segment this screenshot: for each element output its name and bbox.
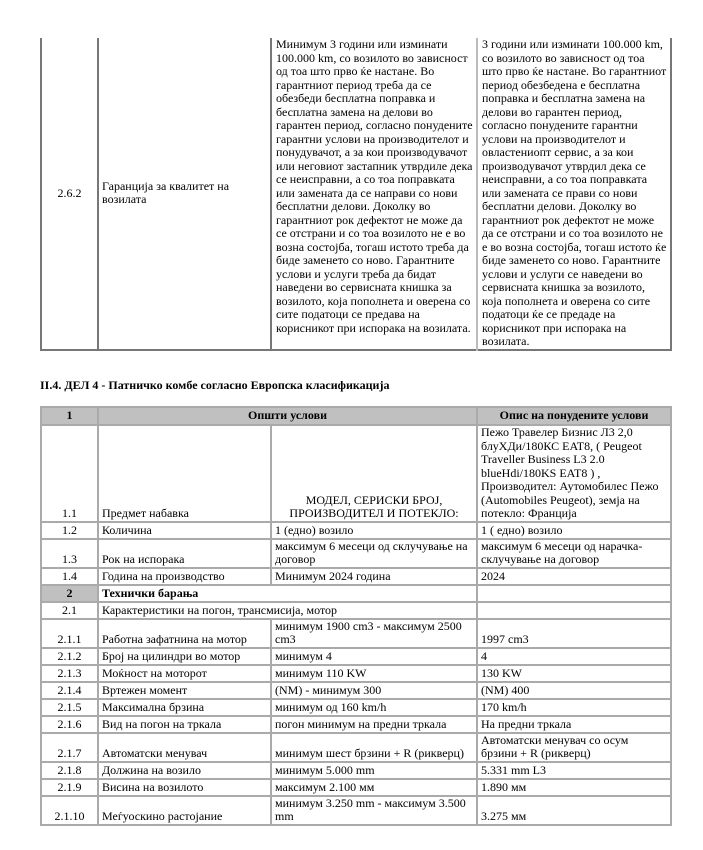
requirement-cell: минимум 5.000 mm bbox=[271, 762, 477, 779]
row-number: 2.1.3 bbox=[41, 665, 98, 682]
row-label: Број на цилиндри во мотор bbox=[98, 648, 271, 665]
row-number: 2.1.9 bbox=[41, 779, 98, 796]
table-row bbox=[41, 779, 671, 796]
row-number: 2.1.1 bbox=[41, 619, 98, 648]
row-number: 2.1.6 bbox=[41, 716, 98, 733]
row-number: 2.1.5 bbox=[41, 699, 98, 716]
offer-cell: 3.275 мм bbox=[477, 796, 671, 825]
table-row bbox=[41, 716, 671, 733]
row-label: Гаранција за квалитет на возилата bbox=[98, 38, 271, 350]
row-label: Автоматски менувач bbox=[98, 733, 271, 762]
table-row bbox=[41, 648, 671, 665]
row-label: Предмет набавка bbox=[98, 425, 271, 522]
row-label: Работна зафатнина на мотор bbox=[98, 619, 271, 648]
requirement-cell: 1 (едно) возило bbox=[271, 522, 477, 539]
requirement-cell: минимум од 160 km/h bbox=[271, 699, 477, 716]
table-header-row bbox=[41, 407, 671, 425]
row-number: 2.1.10 bbox=[41, 796, 98, 825]
row-number: 2.1.4 bbox=[41, 682, 98, 699]
offer-cell: Автоматски менувач со осум брзини + R (рикверц) bbox=[477, 733, 671, 762]
offer-cell: 1.890 мм bbox=[477, 779, 671, 796]
requirement-cell: максимум 6 месеци од склучување на договор bbox=[271, 539, 477, 568]
requirement-cell: минимум 110 KW bbox=[271, 665, 477, 682]
row-number: 2.1.8 bbox=[41, 762, 98, 779]
header-offered-conditions: Опис на понудените услови bbox=[477, 407, 671, 425]
header-general-conditions: Општи услови bbox=[98, 407, 477, 425]
row-number: 1.4 bbox=[41, 568, 98, 585]
offer-cell bbox=[477, 585, 671, 602]
offer-cell: 3 години или изминати 100.000 km, со возилото во зависност од тоа што прво ќе настане. Во гарантниот период обезбедена е бесплатна поправка и бесплатна замена на делови во гарантен период, согласно понудените гарантни услови на производителот и овластениопт сервис, а за кои производувачот утврдил дека се неисправни, а со тоа поправката или замената се прави со нови бесплатни делови. Доколку во гарантниот рок дефектот не може да се отстрани и со тоа возилото не е во возна состојба, тогаш истото ќе биде заменето со ново. Гарантните услови и услуги се наведени во сервисната книшка за возилото, која пополнета и оверена со сите податоци ќе се предаде на корисникот при испорака на возилата. bbox=[477, 38, 671, 350]
offer-cell: (NM) 400 bbox=[477, 682, 671, 699]
table-row bbox=[41, 699, 671, 716]
table-row bbox=[41, 733, 671, 762]
section-label: Технички барања bbox=[98, 585, 477, 602]
row-label: Должина на возило bbox=[98, 762, 271, 779]
table-row bbox=[41, 619, 671, 648]
row-number: 2.6.2 bbox=[41, 38, 98, 350]
table-row bbox=[41, 796, 671, 825]
table-row bbox=[41, 682, 671, 699]
requirement-cell: максимум 2.100 мм bbox=[271, 779, 477, 796]
header-number: 1 bbox=[41, 407, 98, 425]
row-number: 2.1 bbox=[41, 602, 98, 619]
row-number: 1.2 bbox=[41, 522, 98, 539]
row-label: Вид на погон на тркала bbox=[98, 716, 271, 733]
row-label: Максимална брзина bbox=[98, 699, 271, 716]
requirement-cell: (NM) - минимум 300 bbox=[271, 682, 477, 699]
row-label: Меѓуоскино растојание bbox=[98, 796, 271, 825]
requirement-cell: минимум 3.250 mm - максимум 3.500 mm bbox=[271, 796, 477, 825]
requirement-cell: минимум шест брзини + R (рикверц) bbox=[271, 733, 477, 762]
offer-cell: 130 KW bbox=[477, 665, 671, 682]
table-row bbox=[41, 425, 671, 522]
row-number: 2.1.7 bbox=[41, 733, 98, 762]
offer-cell: На предни тркала bbox=[477, 716, 671, 733]
subsection-label: Карактеристики на погон, трансмисија, мотор bbox=[98, 602, 477, 619]
table-row bbox=[41, 602, 671, 619]
row-label: Рок на испорака bbox=[98, 539, 271, 568]
warranty-table bbox=[40, 38, 672, 351]
table-row bbox=[41, 539, 671, 568]
row-label: Висина на возилото bbox=[98, 779, 271, 796]
offer-cell: 170 km/h bbox=[477, 699, 671, 716]
row-label: Година на производство bbox=[98, 568, 271, 585]
offer-cell: 1 ( едно) возило bbox=[477, 522, 671, 539]
table-row bbox=[41, 522, 671, 539]
table-row bbox=[41, 585, 671, 602]
row-number: 2 bbox=[41, 585, 98, 602]
table-row bbox=[41, 38, 671, 350]
requirement-cell: погон минимум на предни тркала bbox=[271, 716, 477, 733]
row-number: 2.1.2 bbox=[41, 648, 98, 665]
offer-cell: 1997 cm3 bbox=[477, 619, 671, 648]
offer-cell: 5.331 mm L3 bbox=[477, 762, 671, 779]
row-number: 1.1 bbox=[41, 425, 98, 522]
offer-cell bbox=[477, 602, 671, 619]
table-row bbox=[41, 665, 671, 682]
requirement-cell: минимум 4 bbox=[271, 648, 477, 665]
requirement-cell: МОДЕЛ, СЕРИСКИ БРОЈ, ПРОИЗВОДИТЕЛ И ПОТЕКЛО: bbox=[271, 425, 477, 522]
row-label: Вртежен момент bbox=[98, 682, 271, 699]
requirement-cell: Минимум 2024 година bbox=[271, 568, 477, 585]
table-row bbox=[41, 762, 671, 779]
row-label: Количина bbox=[98, 522, 271, 539]
row-number: 1.3 bbox=[41, 539, 98, 568]
row-label: Моќност на моторот bbox=[98, 665, 271, 682]
offer-cell: 4 bbox=[477, 648, 671, 665]
requirement-cell: минимум 1900 cm3 - максимум 2500 cm3 bbox=[271, 619, 477, 648]
requirement-cell: Минимум 3 години или изминати 100.000 km, со возилото во зависност од тоа што прво ќе настане. Во гарантниот период треба да се обезбеди бесплатна поправка и бесплатна замена на делови во гарантен период, согласно понудените гарантни услови на производителот и понудувачот, а за кои производувачот или неговиот застапник утврдиле дека се неисправни, а со тоа поправката или замената да се направи со нови бесплатни делови. Доколку во гарантниот рок дефектот не може да се отстрани и со тоа возилото не е во возна состојба, тогаш истото треба да биде заменето со ново. Гарантните услови и услуги треба да бидат наведени во сервисната книшка за возилото, која пополнета и оверена со сите податоци се предава на корисникот при испорака на возилата. bbox=[271, 38, 477, 350]
offer-cell: 2024 bbox=[477, 568, 671, 585]
spec-table bbox=[40, 406, 672, 826]
offer-cell: Пежо Травелер Бизнис Л3 2,0 блуХДи/180КС EAT8, ( Peugeot Traveller Business L3 2.0 blueHdi/180KS EAT8 ) , Производител: Аутомобилес Пежо (Automobiles Peugeot), земја на потекло: Франција bbox=[477, 425, 671, 522]
section-title: II.4. ДЕЛ 4 - Патничко комбе согласно Европска класификација bbox=[40, 378, 390, 392]
offer-cell: максимум 6 месеци од нарачка-склучување на договор bbox=[477, 539, 671, 568]
table-row bbox=[41, 568, 671, 585]
